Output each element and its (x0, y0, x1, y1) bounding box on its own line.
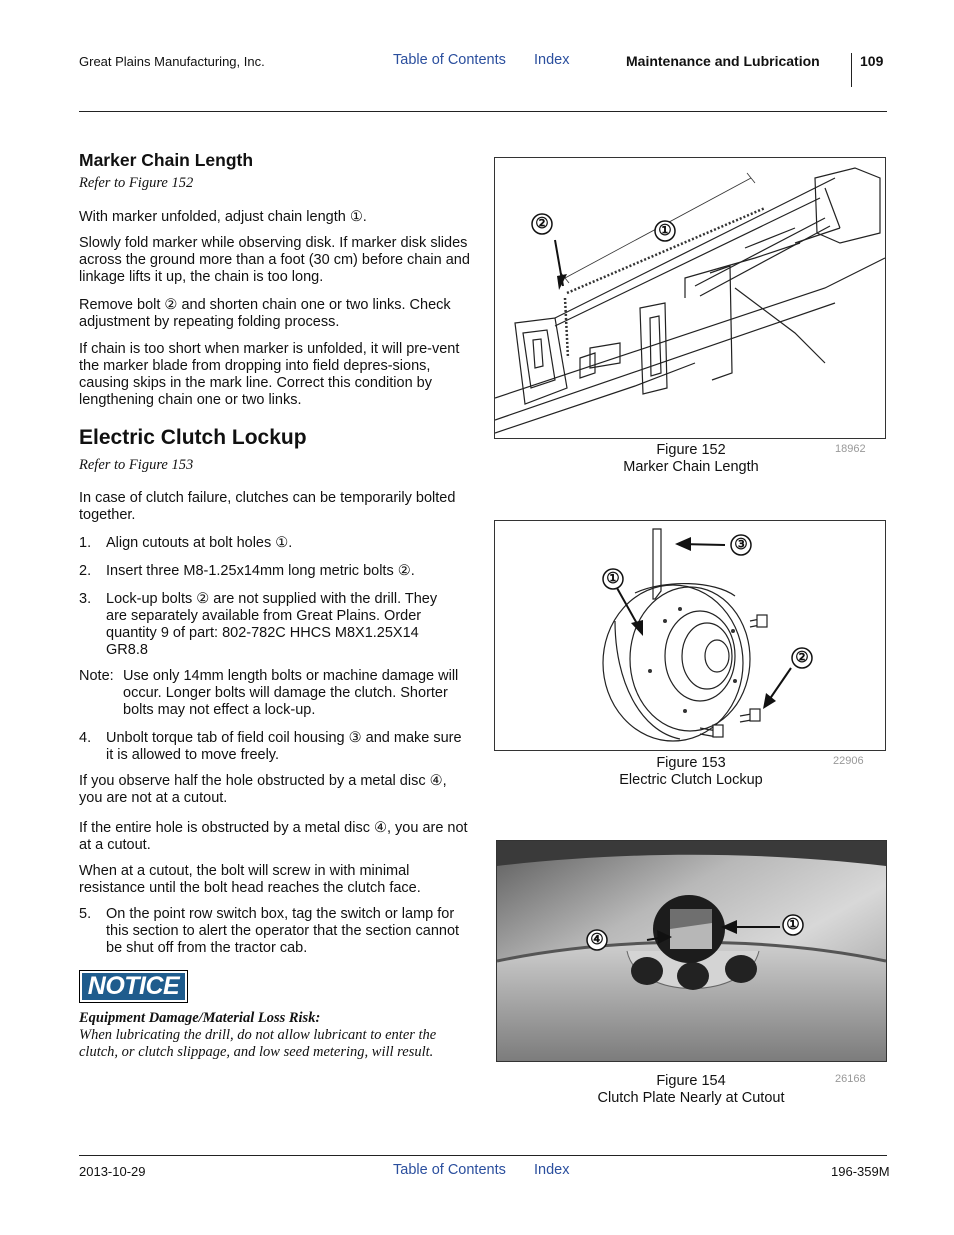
figure-154-id: 26168 (835, 1073, 866, 1085)
page-number: 109 (860, 53, 884, 69)
figure-152-label: Figure 152 (656, 442, 726, 458)
header-rule (79, 111, 887, 112)
notice-text: When lubricating the drill, do not allow lubricant to enter the clutch, or clutch slippage, and low seed metering, will result. (79, 1027, 437, 1060)
index-link-footer[interactable]: Index (534, 1162, 570, 1178)
callout-1: ① (606, 570, 620, 587)
company-name: Great Plains Manufacturing, Inc. (79, 54, 265, 69)
toc-link-footer[interactable]: Table of Contents (393, 1162, 506, 1178)
figure-153-image (494, 520, 886, 751)
notice-badge (79, 970, 188, 1003)
marker-chain-heading: Marker Chain Length (79, 150, 254, 170)
footer-rule (79, 1155, 887, 1156)
figure-154-image (496, 840, 887, 1062)
clutch-p-entire: If the entire hole is obstructed by a metal disc ④, you are not at a cutout. (79, 820, 468, 853)
figure-153-caption: Electric Clutch Lockup (619, 772, 763, 788)
marker-arm-drawing (495, 158, 885, 438)
step-text: Align cutouts at bolt holes ①. (106, 535, 293, 551)
callout-1: ① (786, 916, 800, 933)
callout-2: ② (795, 649, 809, 666)
clutch-plate-photo (497, 841, 886, 1061)
step-text: Unbolt torque tab of field coil housing ③ and make sure it is allowed to move freely. (106, 730, 462, 763)
notice-title: Equipment Damage/Material Loss Risk: (79, 1010, 321, 1026)
toc-link-header[interactable]: Table of Contents (393, 52, 506, 68)
callout-1: ① (658, 222, 672, 239)
marker-chain-p2: Slowly fold marker while observing disk. If marker disk slides across the ground more than a foot (30 cm) before chain and linkage lifts it up, the chain is too long. (79, 235, 470, 285)
header-divider (851, 53, 852, 87)
marker-chain-p3: Remove bolt ② and shorten chain one or two links. Check adjustment by repeating folding process. (79, 297, 451, 330)
step-number: 2. (79, 563, 92, 579)
callout-4: ④ (590, 931, 604, 948)
step-number: 3. (79, 591, 92, 607)
step-number: 5. (79, 906, 92, 922)
step-text: Lock-up bolts ② are not supplied with the drill. They are separately available from Great Plains. Order quantity 9 of part: 802-782C HHCS M8X1.25X14 GR8.8 (106, 591, 438, 658)
step-number: 4. (79, 730, 92, 746)
figure-153-id: 22906 (833, 755, 864, 767)
step-text: On the point row switch box, tag the switch or lamp for this section to alert the operator that the section cannot be shut off from the tractor cab. (106, 906, 460, 956)
marker-chain-p1: With marker unfolded, adjust chain length ①. (79, 209, 367, 225)
note-label: Note: (79, 668, 114, 684)
clutch-p-cutout: When at a cutout, the bolt will screw in with minimal resistance until the bolt head reaches the clutch face. (79, 863, 421, 896)
section-title: Maintenance and Lubrication (626, 53, 820, 69)
step-number: 1. (79, 535, 92, 551)
step-text: Insert three M8-1.25x14mm long metric bolts ②. (106, 563, 415, 579)
callout-3: ③ (734, 536, 748, 553)
figure-153-label: Figure 153 (656, 755, 726, 771)
notice-label: NOTICE (87, 972, 180, 1000)
clutch-ref: Refer to Figure 153 (79, 457, 194, 473)
doc-number: 196-359M (831, 1164, 890, 1179)
callout-2: ② (535, 215, 549, 232)
figure-154-label: Figure 154 (656, 1073, 726, 1089)
marker-chain-ref: Refer to Figure 152 (79, 175, 194, 191)
marker-chain-p4: If chain is too short when marker is unfolded, it will pre-vent the marker blade from dropping into field depres-sions, causing skips in the mark line. Correct this condition by lengthening chain one or two links. (79, 341, 460, 408)
clutch-intro: In case of clutch failure, clutches can be temporarily bolted together. (79, 490, 456, 523)
figure-154-caption: Clutch Plate Nearly at Cutout (597, 1090, 785, 1106)
index-link-header[interactable]: Index (534, 52, 570, 68)
clutch-p-half: If you observe half the hole obstructed by a metal disc ④, you are not at a cutout. (79, 773, 447, 806)
figure-152-image (494, 157, 886, 439)
clutch-heading: Electric Clutch Lockup (79, 426, 307, 449)
clutch-drawing (495, 521, 885, 750)
footer-date: 2013-10-29 (79, 1164, 146, 1179)
note-text: Use only 14mm length bolts or machine damage will occur. Longer bolts will damage the clutch. Shorter bolts may not effect a lock-up. (123, 668, 459, 718)
figure-152-caption: Marker Chain Length (623, 459, 759, 475)
figure-152-id: 18962 (835, 443, 866, 455)
